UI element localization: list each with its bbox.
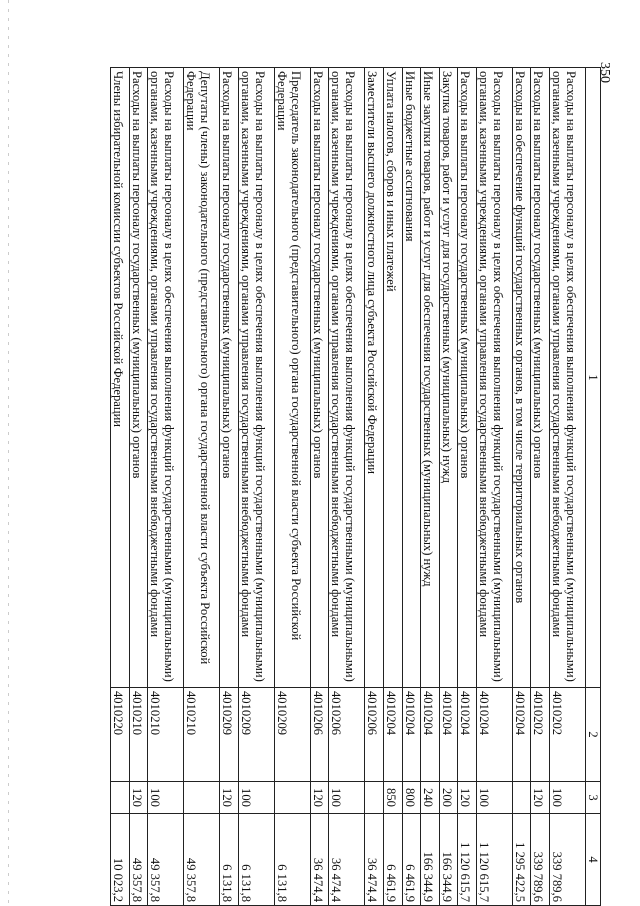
header-col-2: 2	[586, 688, 601, 782]
row-type: 850	[383, 782, 402, 814]
row-type: 100	[148, 782, 184, 814]
row-sum: 49 357,8	[184, 814, 220, 906]
row-name: Расходы на выплаты персоналу в целях обеспечения выполнения функций государственными (муниципальными) органами, казенными учреждениями, органами управления государственными внебюджетными фондами	[550, 68, 586, 688]
row-sum: 49 357,8	[148, 814, 184, 906]
row-type: 100	[329, 782, 365, 814]
table-row	[531, 68, 550, 906]
table-row	[458, 68, 477, 906]
table-row	[111, 68, 130, 906]
row-sum: 6 131,8	[238, 814, 274, 906]
row-sum: 6 461,9	[383, 814, 402, 906]
row-code: 4010204	[402, 688, 421, 782]
row-sum: 36 474,4	[329, 814, 365, 906]
row-name: Расходы на выплаты персоналу государственных (муниципальных) органов	[310, 68, 329, 688]
row-code: 4010210	[148, 688, 184, 782]
budget-table	[110, 67, 601, 906]
table-body	[111, 68, 586, 906]
row-name: Иные закупки товаров, работ и услуг для обеспечения государственных (муниципальных) нужд	[421, 68, 440, 688]
row-sum: 166 344,9	[439, 814, 458, 906]
table-row	[439, 68, 458, 906]
table-row	[329, 68, 365, 906]
row-type: 800	[402, 782, 421, 814]
row-sum: 10 023,2	[111, 814, 130, 906]
row-name: Расходы на выплаты персоналу государственных (муниципальных) органов	[458, 68, 477, 688]
table-row	[274, 68, 310, 906]
table-row	[512, 68, 531, 906]
row-name: Расходы на выплаты персоналу в целях обеспечения выполнения функций государственными (муниципальными) органами, казенными учреждениями, органами управления государственными внебюджетными фондами	[329, 68, 365, 688]
row-code: 4010206	[329, 688, 365, 782]
row-sum: 36 474,4	[365, 814, 384, 906]
row-code: 4010206	[365, 688, 384, 782]
row-name: Заместители высшего должностного лица субъекта Российской Федерации	[365, 68, 384, 688]
row-sum: 36 474,4	[310, 814, 329, 906]
row-type: 100	[238, 782, 274, 814]
row-type	[274, 782, 310, 814]
rotated-page-content	[110, 67, 601, 905]
row-type: 120	[310, 782, 329, 814]
table-row	[184, 68, 220, 906]
row-name: Депутаты (члены) законодательного (представительного) органа государственной власти субъекта Российской Федерации	[184, 68, 220, 688]
scan-edge	[8, 0, 9, 905]
header-col-4: 4	[586, 814, 601, 906]
row-code: 4010202	[531, 688, 550, 782]
row-name: Председатель законодательного (представительного) органа государственной власти субъекта Российской Федерации	[274, 68, 310, 688]
row-name: Расходы на выплаты персоналу в целях обеспечения выполнения функций государственными (муниципальными) органами, казенными учреждениями, органами управления государственными внебюджетными фондами	[148, 68, 184, 688]
row-type: 120	[458, 782, 477, 814]
row-name: Закупка товаров, работ и услуг для государственных (муниципальных) нужд	[439, 68, 458, 688]
row-type	[512, 782, 531, 814]
row-type: 120	[129, 782, 148, 814]
row-type: 240	[421, 782, 440, 814]
row-name: Уплата налогов, сборов и иных платежей	[383, 68, 402, 688]
row-sum: 1 120 615,7	[476, 814, 512, 906]
row-type	[111, 782, 130, 814]
row-code: 4010220	[111, 688, 130, 782]
row-name: Расходы на обеспечение функций государственных органов, в том числе территориальных органов	[512, 68, 531, 688]
row-code: 4010204	[458, 688, 477, 782]
row-code: 4010204	[421, 688, 440, 782]
row-sum: 1 120 615,7	[458, 814, 477, 906]
row-name: Расходы на выплаты персоналу в целях обеспечения выполнения функций государственными (муниципальными) органами, казенными учреждениями, органами управления государственными внебюджетными фондами	[238, 68, 274, 688]
row-name: Расходы на выплаты персоналу в целях обеспечения выполнения функций государственными (муниципальными) органами, казенными учреждениями, органами управления государственными внебюджетными фондами	[476, 68, 512, 688]
row-code: 4010202	[550, 688, 586, 782]
row-name: Расходы на выплаты персоналу государственных (муниципальных) органов	[531, 68, 550, 688]
row-sum: 166 344,9	[421, 814, 440, 906]
row-code: 4010209	[238, 688, 274, 782]
header-col-3: 3	[586, 782, 601, 814]
table-row	[550, 68, 586, 906]
row-type: 100	[550, 782, 586, 814]
row-code: 4010209	[220, 688, 239, 782]
row-code: 4010204	[383, 688, 402, 782]
table-row	[129, 68, 148, 906]
row-type: 120	[531, 782, 550, 814]
page-number: 350	[597, 62, 612, 83]
row-name: Расходы на выплаты персоналу государственных (муниципальных) органов	[220, 68, 239, 688]
header-row	[586, 68, 601, 906]
table-row	[220, 68, 239, 906]
row-sum: 49 357,8	[129, 814, 148, 906]
row-sum: 339 789,6	[550, 814, 586, 906]
header-col-1: 1	[586, 68, 601, 688]
row-name: Иные бюджетные ассигнования	[402, 68, 421, 688]
row-sum: 6 131,8	[274, 814, 310, 906]
row-type	[365, 782, 384, 814]
row-code: 4010210	[184, 688, 220, 782]
row-code: 4010204	[512, 688, 531, 782]
table-row	[310, 68, 329, 906]
row-type: 200	[439, 782, 458, 814]
table-row	[402, 68, 421, 906]
row-code: 4010204	[439, 688, 458, 782]
row-sum: 6 461,9	[402, 814, 421, 906]
table-row	[365, 68, 384, 906]
row-type	[184, 782, 220, 814]
row-name: Расходы на выплаты персоналу государственных (муниципальных) органов	[129, 68, 148, 688]
table-row	[238, 68, 274, 906]
table-row	[421, 68, 440, 906]
table-row	[476, 68, 512, 906]
row-type: 100	[476, 782, 512, 814]
table-row	[383, 68, 402, 906]
row-code: 4010206	[310, 688, 329, 782]
row-name: Члены избирательной комиссии субъектов Российской Федерации	[111, 68, 130, 688]
row-code: 4010209	[274, 688, 310, 782]
table-row	[148, 68, 184, 906]
row-sum: 1 295 422,5	[512, 814, 531, 906]
row-type: 120	[220, 782, 239, 814]
row-code: 4010210	[129, 688, 148, 782]
row-code: 4010204	[476, 688, 512, 782]
row-sum: 6 131,8	[220, 814, 239, 906]
row-sum: 339 789,6	[531, 814, 550, 906]
